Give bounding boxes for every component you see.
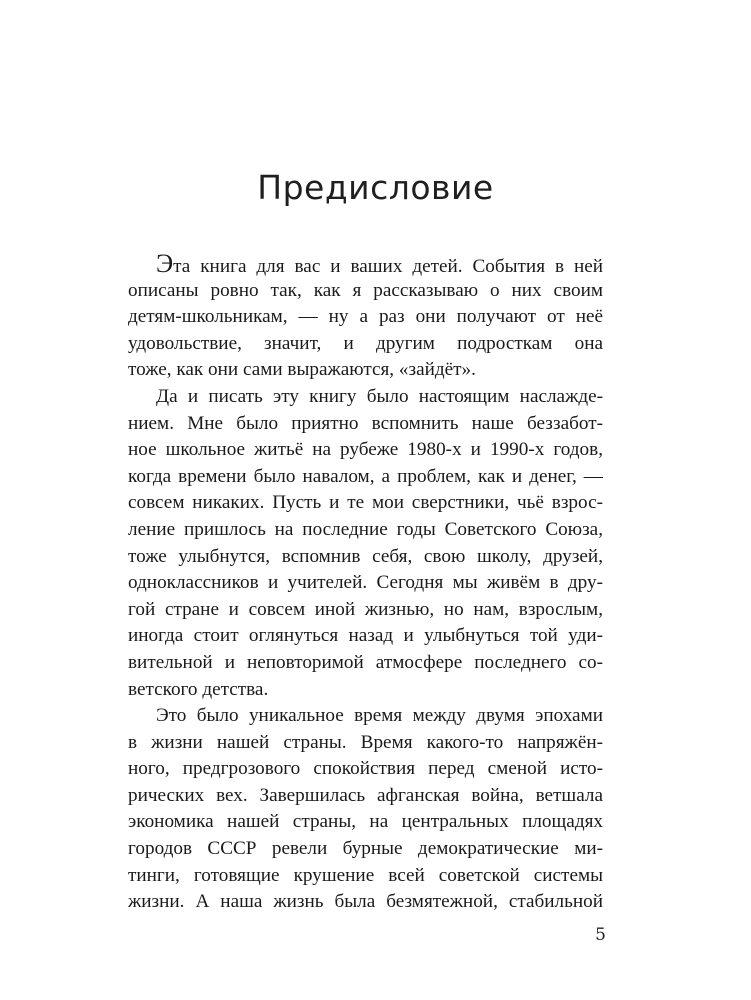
text-line: описаны ровно так, как я рассказываю о них своим [128, 279, 603, 301]
text-line: тинги, готовящие крушение всей советской системы [128, 864, 603, 886]
body-text [128, 251, 603, 916]
text-line: рических вех. Завершилась афганская война, ветшала [128, 784, 603, 806]
text-line: ного, предгрозового спокойствия перед сменой исто- [128, 758, 603, 780]
text-line: совсем никаких. Пусть и те мои сверстники, чьё взрос- [128, 492, 603, 514]
text-line: экономика нашей страны, на центральных площадях [128, 811, 603, 833]
page-number: 5 [595, 925, 606, 945]
text-line: в жизни нашей страны. Время какого-то напряжён- [128, 731, 603, 753]
text-line: тоже улыбнутся, вспомнив себя, свою школу, друзей, [128, 545, 603, 567]
text-line: городов СССР ревели бурные демократические ми- [128, 838, 603, 860]
chapter-title: Предисловие [257, 168, 494, 207]
text-line: тоже, как они сами выражаются, «зайдёт». [128, 359, 476, 381]
text-line: Это было уникальное время между двумя эпохами [156, 705, 603, 727]
text-line: ление пришлось на последние годы Советского Союза, [128, 518, 603, 540]
text-line: иногда стоит оглянуться назад и улыбнуться той уди- [128, 625, 603, 647]
text-line: гой стране и совсем иной жизнью, но нам, взрослым, [128, 598, 603, 620]
text-line: вительной и неповторимой атмосфере последнего со- [128, 651, 603, 673]
text-line: удовольствие, значит, и другим подросткам она [128, 332, 603, 354]
text-line: детям-школьникам, — ну а раз они получают от неё [128, 306, 603, 328]
text-line: одноклассников и учителей. Сегодня мы живём в дру- [128, 572, 603, 594]
text-line: жизни. А наша жизнь была безмятежной, стабильной [128, 891, 603, 913]
text-line: Да и писать эту книгу было настоящим наслажде- [156, 385, 603, 407]
text-line: Эта книга для вас и ваших детей. События в ней [156, 251, 603, 278]
text-line: когда времени было навалом, а проблем, как и денег, — [128, 465, 603, 487]
text-line: ветского детства. [128, 678, 269, 700]
text-line: ное школьное житьё на рубеже 1980-х и 1990-х годов, [128, 439, 603, 461]
text-line: нием. Мне было приятно вспомнить наше беззабот- [128, 412, 603, 434]
